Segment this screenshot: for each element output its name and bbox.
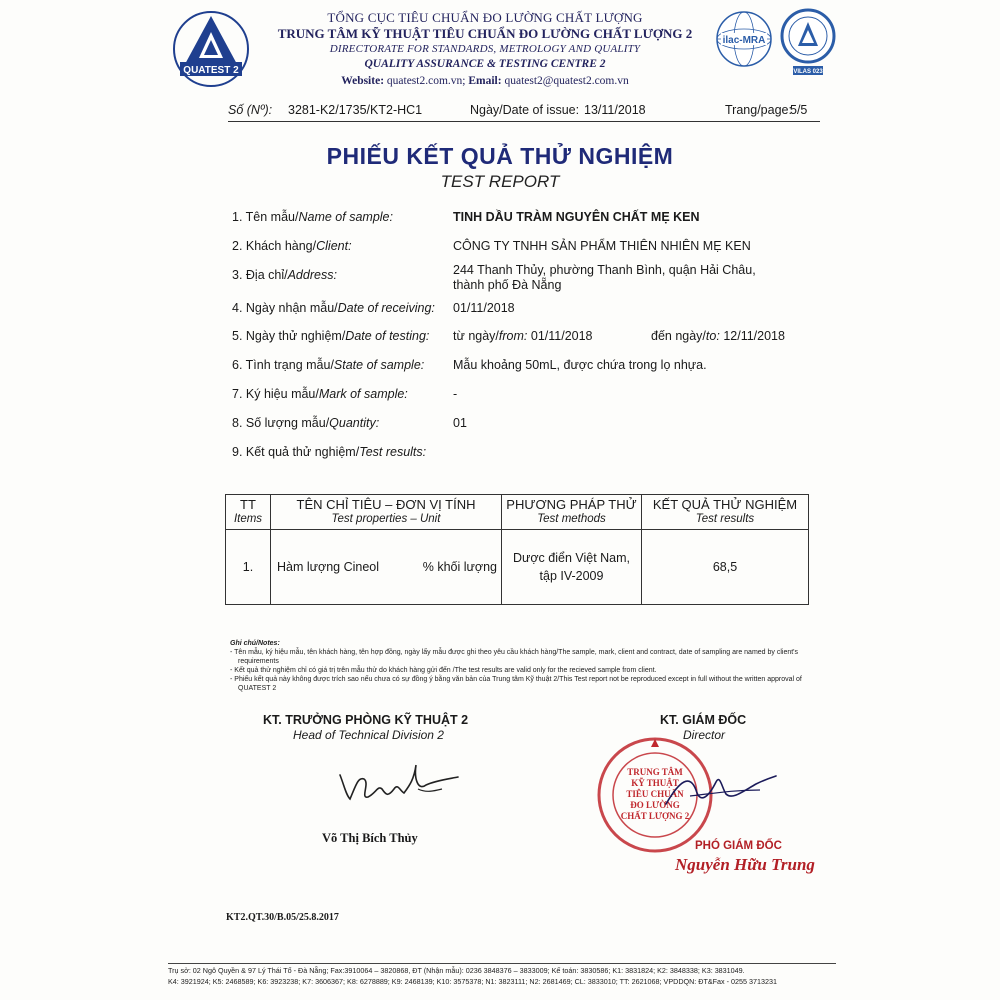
ilac-mra-logo [715, 10, 773, 68]
header-results: KẾT QUẢ THỬ NGHIỆM Test results [642, 495, 809, 530]
email-label: Email: [468, 75, 502, 87]
right-signatory-title: KT. GIÁM ĐỐC [660, 713, 747, 727]
header-contacts [255, 72, 715, 90]
field-label-state: 6. Tình trạng mẫu/State of sample: [232, 358, 425, 372]
results-table [225, 494, 809, 605]
mark-value: - [453, 387, 458, 401]
results-header-row [226, 495, 809, 530]
right-signatory-subtitle: Director [683, 728, 726, 742]
row-method: Dược điển Việt Nam, tập IV-2009 [502, 530, 642, 605]
row-property: Hàm lượng Cineol [277, 560, 380, 574]
report-number-label: Số (Nº): [228, 103, 273, 117]
table-row [226, 530, 809, 605]
header-properties: TÊN CHỈ TIÊU – ĐƠN VỊ TÍNH Test properties – Unit [271, 495, 502, 530]
page-number: 5/5 [790, 103, 808, 117]
field-label-date-testing: 5. Ngày thử nghiệm/Date of testing: [232, 329, 430, 343]
header-line-2: TRUNG TÂM KỸ THUẬT TIÊU CHUẨN ĐO LƯỜNG CHẤT LƯỢNG 2 [277, 26, 693, 41]
footer-contacts [168, 965, 838, 987]
stamp-line: ĐO LƯỜNG [630, 800, 680, 810]
stamp-line: TRUNG TÂM [627, 767, 683, 777]
report-number: 3281-K2/1735/KT2-HC1 [288, 103, 423, 117]
client-value: CÔNG TY TNHH SẢN PHẨM THIÊN NHIÊN MẸ KEN [453, 239, 751, 253]
date-receiving-value: 01/11/2018 [453, 301, 515, 315]
page-label: Trang/page: [725, 103, 792, 117]
deputy-director-name: Nguyễn Hữu Trung [675, 855, 815, 874]
email-link[interactable]: quatest2@quatest2.com.vn [504, 75, 629, 87]
stamp-line: CHẤT LƯỢNG 2 [620, 811, 690, 821]
notes-title: Ghi chú/Notes: [230, 640, 280, 647]
website-link[interactable]: quatest2.com.vn; [386, 75, 466, 87]
issue-date: 13/11/2018 [584, 103, 646, 117]
row-property-cell [271, 530, 502, 605]
quantity-value: 01 [453, 416, 467, 430]
field-label-client: 2. Khách hàng/Client: [232, 239, 352, 253]
report-subtitle: TEST REPORT [440, 172, 560, 191]
header-line-1: TỔNG CỤC TIÊU CHUẨN ĐO LƯỜNG CHẤT LƯỢNG [327, 10, 643, 25]
report-title: PHIẾU KẾT QUẢ THỬ NGHIỆM [326, 143, 674, 169]
header-line-3: DIRECTORATE FOR STANDARDS, METROLOGY AND QUALITY [329, 43, 641, 55]
vilas-text: VILAS 023 [793, 69, 823, 75]
address-line-1: 244 Thanh Thủy, phường Thanh Bình, quận Hải Châu, [453, 263, 756, 277]
footer-line-2: K4: 3921924; K5: 2468589; K6: 3923238; K7: 3606367; K8: 6278889; K9: 2468139; K10: 3575378; N1: 3823111; N2: 2681469; CL: 3833010; TT: 2621068; VPDDQN: ĐT&Fax - 0255 3713231 [168, 977, 778, 986]
notes-section [230, 639, 814, 693]
header-items: TT Items [226, 495, 271, 530]
field-label-test-results: 9. Kết quả thử nghiệm/Test results: [232, 445, 427, 459]
stamp-line: TIÊU CHUẨN [626, 789, 684, 799]
organization-header [255, 10, 715, 90]
field-label-mark: 7. Ký hiệu mẫu/Mark of sample: [232, 387, 408, 401]
field-label-date-receiving: 4. Ngày nhận mẫu/Date of receiving: [232, 301, 435, 315]
footer-divider [168, 963, 836, 964]
header-line-4: QUALITY ASSURANCE & TESTING CENTRE 2 [364, 58, 606, 70]
address-line-2: thành phố Đà Nẵng [453, 278, 562, 292]
field-label-address: 3. Địa chỉ/Address: [232, 268, 337, 282]
note-item: - Kết quả thử nghiệm chỉ có giá trị trên mẫu thử do khách hàng gửi đến /The test results are valid only for the recieved sample from client. [230, 667, 657, 674]
row-result: 68,5 [642, 530, 809, 605]
row-item: 1. [226, 530, 271, 605]
reference-divider [228, 121, 820, 122]
header-methods: PHƯƠNG PHÁP THỬ Test methods [502, 495, 642, 530]
note-item: - Tên mẫu, ký hiệu mẫu, tên khách hàng, tên hợp đồng, ngày lấy mẫu được ghi theo yêu cầu khách hàng/The sample, mark, client and contract, date of sampling are named by client's requirements [230, 649, 799, 665]
quatest2-logo [172, 10, 250, 88]
right-signature [660, 760, 780, 820]
testing-to: đến ngày/to: 12/11/2018 [651, 329, 785, 343]
footer-line-1: Trụ sở: 02 Ngô Quyền & 97 Lý Thái Tổ - Đà Nẵng; Fax:3910064 – 3820868, ĐT (Nhận mẫu): 0236 3848376 – 3833009; Kế toán: 3830586; K1: 3831824; K2: 3848338; K3: 3831049. [168, 966, 745, 975]
left-signer-name: Võ Thị Bích Thủy [322, 831, 418, 845]
left-signatory-title: KT. TRƯỞNG PHÒNG KỸ THUẬT 2 [263, 713, 469, 727]
logo-text: QUATEST 2 [183, 65, 239, 76]
row-unit: % khối lượng [422, 560, 497, 574]
deputy-director-title: PHÓ GIÁM ĐỐC [695, 840, 782, 852]
left-signature [330, 755, 470, 815]
sample-name-value: TINH DẦU TRÀM NGUYÊN CHẤT MẸ KEN [453, 210, 700, 224]
issue-date-label: Ngày/Date of issue: [470, 103, 580, 117]
ilac-text: ilac-MRA [722, 35, 766, 46]
vilas-logo [779, 8, 837, 78]
field-label-quantity: 8. Số lượng mẫu/Quantity: [232, 416, 380, 430]
state-value: Mẫu khoảng 50mL, được chứa trong lọ nhựa. [453, 358, 707, 372]
field-label-sample-name: 1. Tên mẫu/Name of sample: [232, 210, 393, 224]
stamp-line: KỸ THUẬT [631, 778, 679, 788]
testing-from: từ ngày/from: 01/11/2018 [453, 329, 593, 343]
website-label: Website: [341, 75, 385, 87]
note-item: - Phiếu kết quả này không được trích sao nếu chưa có sự đồng ý bằng văn bản của Trung tâm Kỹ thuật 2/This Test report not be reproduced except in full without the written approval of QUATEST 2 [230, 676, 802, 692]
left-signatory-subtitle: Head of Technical Division 2 [293, 728, 444, 742]
form-code: KT2.QT.30/B.05/25.8.2017 [226, 912, 339, 923]
